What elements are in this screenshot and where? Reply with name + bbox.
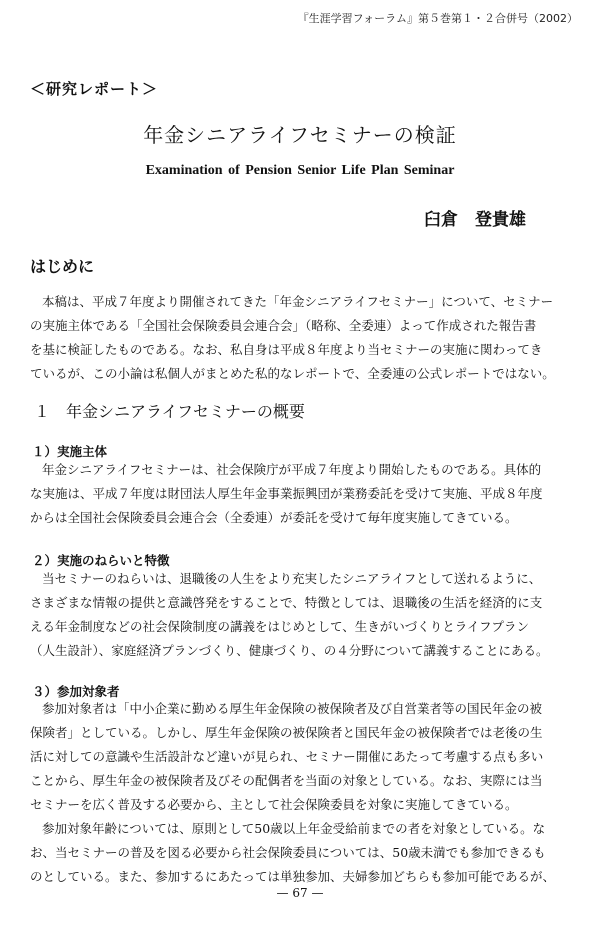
report-category: ＜研究レポート＞ [30,80,159,98]
text-line: の実施主体である「全国社会保険委員会連合会」（略称、全委連）よって作成された報告書 [30,318,537,333]
text-line: ことから、厚生年金の被保険者及びその配偶者を当面の対象としている。なお、実際には当 [30,773,543,788]
section-1-heading: １ 年金シニアライフセミナーの概要 [34,402,305,421]
subsection-1-heading: １）実施主体 [32,444,108,459]
subsection-2-heading: ２）実施のねらいと特徴 [32,553,170,568]
intro-heading: はじめに [30,257,95,276]
title-japanese: 年金シニアライフセミナーの検証 [143,123,457,147]
text-line: からは全国社会保険委員会連合会（全委連）が委託を受けて毎年度実施してきている。 [30,510,518,525]
text-line: 参加対象年齢については、原則として50歳以上年金受給前までの者を対象としている。な [42,821,546,836]
text-line: 保険者」としている。しかし、厚生年金保険の被保険者と国民年金の被保険者では老後の生 [30,725,543,740]
text-line: のとしている。また、参加するにあたっては単独参加、夫婦参加どちらも参加可能であるが、 [30,869,556,884]
text-line: ているが、この小論は私個人がまとめた私的なレポートで、全委連の公式レポートではない。 [30,366,555,381]
title-english: Examination of Pension Senior Life Plan Seminar [145,163,455,178]
text-line: える年金制度などの社会保険制度の講義をはじめとして、生きがいづくりとライフプラン [30,619,530,634]
page-number: — 67 — [276,886,324,900]
text-line: 本稿は、平成７年度より開催されてきた「年金シニアライフセミナー」について、セミナー [42,294,554,309]
text-line: 年金シニアライフセミナーは、社会保険庁が平成７年度より開始したものである。具体的 [42,462,542,477]
text-line: を基に検証したものである。なお、私自身は平成８年度より当セミナーの実施に関わってき [30,342,543,357]
subsection-3-heading: ３）参加対象者 [32,684,120,699]
author-name: 臼倉 登貴雄 [424,210,526,230]
subsection-3-paragraph [30,697,575,889]
subsection-1-paragraph [30,458,575,530]
text-line: 活に対しての意識や生活設計など違いが見られ、セミナー開催にあたって考慮する点も多い [30,749,544,764]
text-line: （人生設計）、家庭経済プランづくり、健康づくり、の４分野について講義することにある。 [30,643,549,658]
intro-paragraph [30,290,575,386]
text-line: さまざまな情報の提供と意識啓発をすることで、特徴としては、退職後の生活を経済的に支 [30,595,543,610]
running-header: 『生涯学習フォーラム』第５巻第１・２合併号（2002） [297,12,578,25]
text-line: な実施は、平成７年度は財団法人厚生年金事業振興団が業務委託を受けて実施、平成８年度 [30,486,543,501]
text-line: お、当セミナーの普及を図る必要から社会保険委員については、50歳未満でも参加できるも [30,845,546,860]
text-line: セミナーを広く普及する必要から、主として社会保険委員を対象に実施してきている。 [30,797,518,812]
text-line: 当セミナーのねらいは、退職後の人生をより充実したシニアライフとして送れるように、 [42,571,542,586]
text-line: 参加対象者は「中小企業に勤める厚生年金保険の被保険者及び自営業者等の国民年金の被 [42,701,543,716]
subsection-2-paragraph [30,567,575,663]
